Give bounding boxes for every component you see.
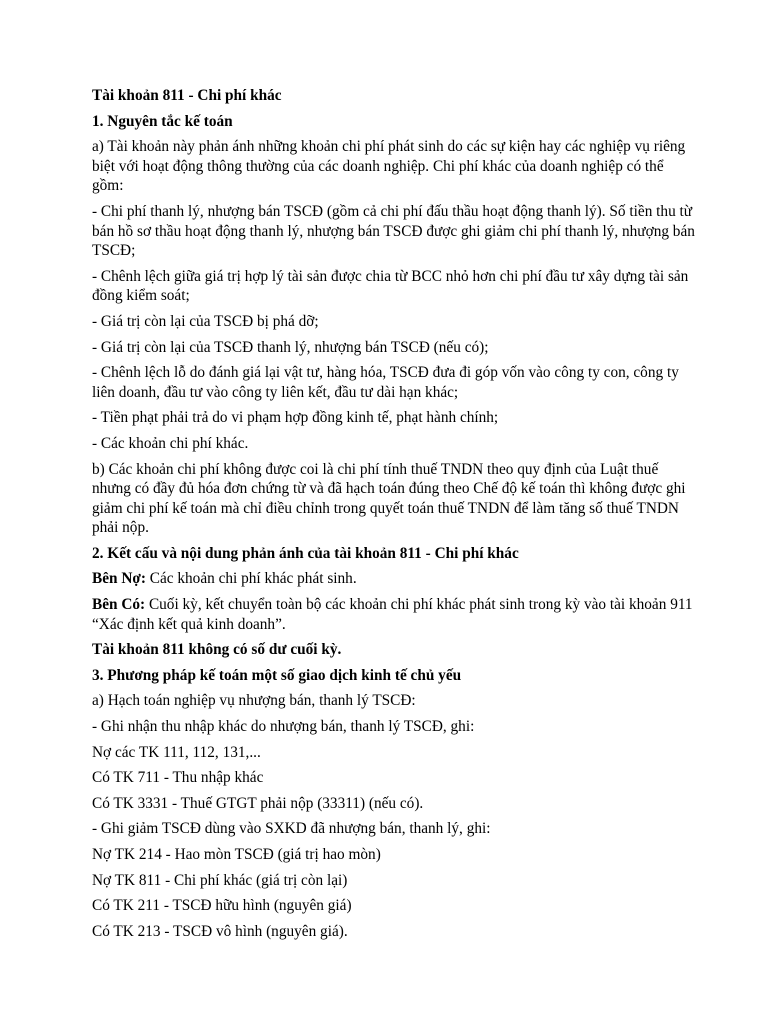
section-2-heading: 2. Kết cấu và nội dung phản ánh của tài khoản 811 - Chi phí khác — [92, 544, 519, 562]
section-1-paragraph-b: b) Các khoản chi phí không được coi là chi phí tính thuế TNDN theo quy định của Luật thuế nhưng có đầy đủ hóa đơn chứng từ và đã hạch toán đúng theo Chế độ kế toán thì không được ghi giảm chi phí kế toán mà chỉ điều chỉnh trong quyết toán thuế TNDN để làm tăng số thuế TNDN phải nộp. — [92, 460, 686, 537]
entry-line: Nợ TK 811 - Chi phí khác (giá trị còn lại) — [92, 871, 348, 889]
entry-line: Có TK 213 - TSCĐ vô hình (nguyên giá). — [92, 922, 348, 940]
section-1-paragraph-a: a) Tài khoản này phản ánh những khoản chi phí phát sinh do các sự kiện hay các nghiệp vụ riêng biệt với hoạt động thông thường của các doanh nghiệp. Chi phí khác của doanh nghiệp có thể gồm: — [92, 138, 686, 195]
entry-line: Có TK 211 - TSCĐ hữu hình (nguyên giá) — [92, 897, 352, 915]
ben-co-label: Bên Có: — [92, 596, 146, 614]
document-title: Tài khoản 811 - Chi phí khác — [92, 87, 282, 104]
list-item: - Các khoản chi phí khác. — [92, 434, 249, 452]
ben-no-paragraph — [92, 569, 698, 589]
list-item: - Chênh lệch giữa giá trị hợp lý tài sản được chia từ BCC nhỏ hơn chi phí đầu tư xây dựng tài sản đồng kiểm soát; — [92, 267, 689, 305]
ben-co-text: Cuối kỳ, kết chuyển toàn bộ các khoản chi phí khác phát sinh trong kỳ vào tài khoản 911 “Xác định kết quả kinh doanh”. — [92, 596, 693, 633]
entry-line: - Ghi nhận thu nhập khác do nhượng bán, thanh lý TSCĐ, ghi: — [92, 718, 475, 736]
entry-line: Nợ các TK 111, 112, 131,... — [92, 743, 261, 761]
ben-no-label: Bên Nợ: — [92, 570, 146, 588]
no-balance-note: Tài khoản 811 không có số dư cuối kỳ. — [92, 641, 342, 659]
list-item: - Chi phí thanh lý, nhượng bán TSCĐ (gồm cả chi phí đấu thầu hoạt động thanh lý). Số tiền thu từ bán hồ sơ thầu hoạt động thanh lý, nhượng bán TSCĐ được ghi giảm chi phí thanh lý, nhượng bán TSCĐ; — [92, 202, 695, 260]
list-item: - Tiền phạt phải trả do vi phạm hợp đồng kinh tế, phạt hành chính; — [92, 409, 499, 427]
entry-line: Nợ TK 214 - Hao mòn TSCĐ (giá trị hao mòn) — [92, 846, 381, 863]
entry-line: Có TK 711 - Thu nhập khác — [92, 769, 264, 787]
entry-line: - Ghi giảm TSCĐ dùng vào SXKD đã nhượng bán, thanh lý, ghi: — [92, 820, 491, 838]
list-item: - Giá trị còn lại của TSCĐ bị phá dỡ; — [92, 312, 319, 330]
ben-no-text: Các khoản chi phí khác phát sinh. — [145, 570, 357, 588]
section-3-paragraph-a: a) Hạch toán nghiệp vụ nhượng bán, thanh lý TSCĐ: — [92, 692, 416, 710]
list-item: - Chênh lệch lỗ do đánh giá lại vật tư, hàng hóa, TSCĐ đưa đi góp vốn vào công ty con, công ty liên doanh, đầu tư vào công ty liên kết, đầu tư dài hạn khác; — [92, 364, 679, 401]
entry-line: Có TK 3331 - Thuế GTGT phải nộp (33311) (nếu có). — [92, 794, 424, 812]
ben-co-paragraph — [92, 595, 698, 634]
section-1-heading: 1. Nguyên tắc kế toán — [92, 112, 233, 130]
list-item: - Giá trị còn lại của TSCĐ thanh lý, nhượng bán TSCĐ (nếu có); — [92, 338, 489, 356]
section-3-heading: 3. Phương pháp kế toán một số giao dịch kinh tế chủ yếu — [92, 666, 462, 684]
